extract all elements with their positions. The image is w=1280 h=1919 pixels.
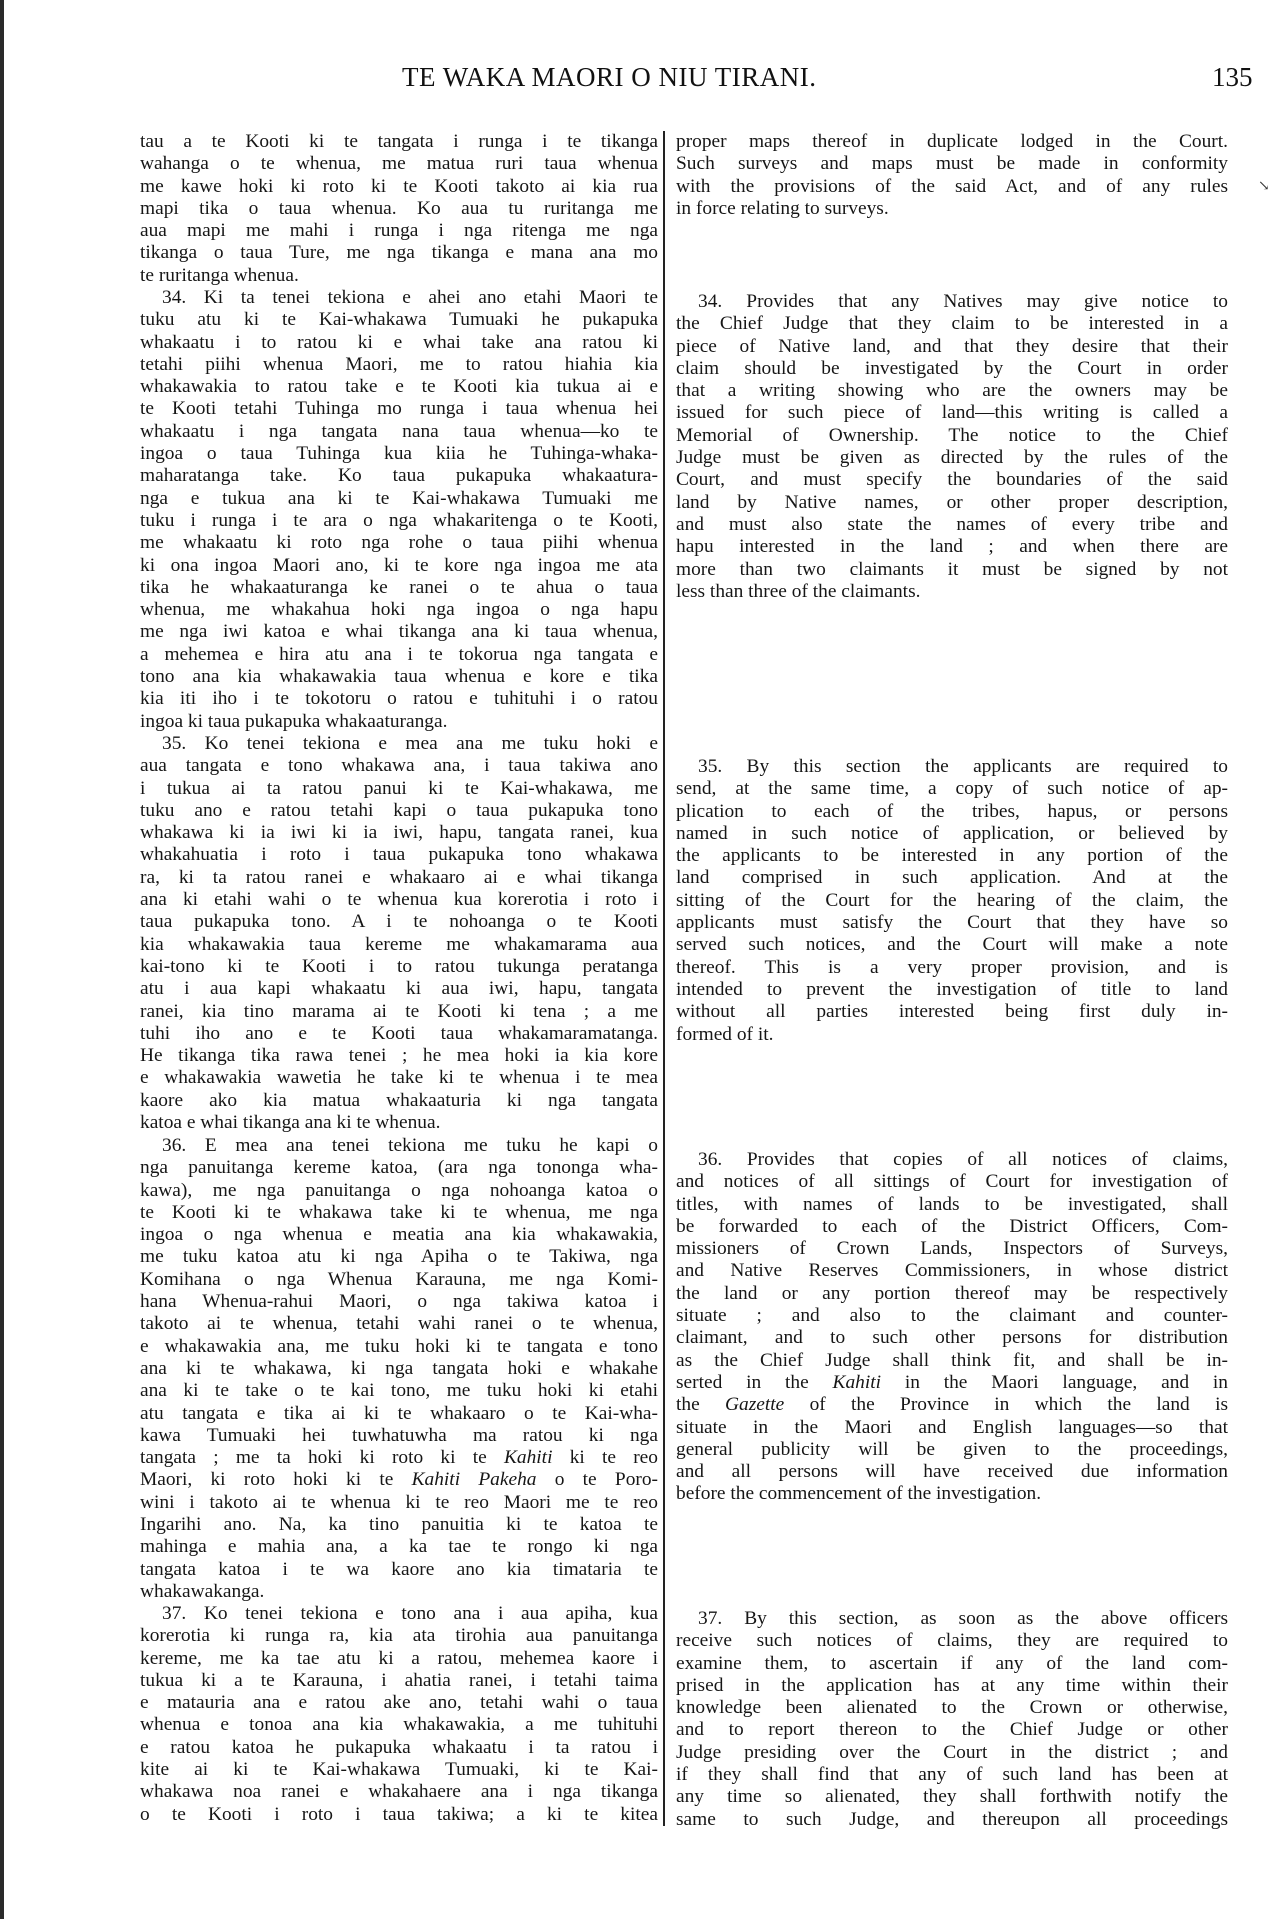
text-line: nga e tukua ana ki te Kai-whakawa Tumuaki me	[140, 487, 658, 509]
text-line: plication to each of the tribes, hapus, or persons	[676, 800, 1228, 822]
text-line: 35. By this section the applicants are required to	[698, 756, 1228, 777]
text-line: kawa), me nga panuitanga o nga nohoanga katoa o	[140, 1179, 658, 1201]
text-line: Komihana o nga Whenua Karauna, me nga Komi-	[140, 1268, 658, 1290]
text-line: tuhi iho ano e te Kooti taua whakamaramatanga.	[140, 1022, 658, 1044]
text-line: examine them, to ascertain if any of the land com-	[676, 1652, 1228, 1674]
text-line: tetahi piihi whenua Maori, me to ratou hiahia kia	[140, 353, 658, 375]
text-line: serted in the Kahiti in the Maori language, and in	[676, 1371, 1228, 1393]
text-line: less than three of the claimants.	[676, 580, 921, 602]
column-divider	[663, 131, 665, 1826]
maori-section-37	[140, 1603, 658, 1826]
english-section-34	[676, 291, 1228, 603]
text-line: in force relating to surveys.	[676, 197, 889, 219]
text-line: te Kooti ki te whakawa take ki te whenua, me nga	[140, 1201, 658, 1223]
text-line: whakawa ki ia iwi ki ia iwi, hapu, tangata ranei, kua	[140, 822, 658, 844]
text-line: me kawe hoki ki roto ki te Kooti takoto ai kia rua	[140, 175, 658, 197]
maori-section-35	[140, 733, 658, 1134]
text-line: 36. E mea ana tenei tekiona me tuku he kapi o	[162, 1135, 658, 1156]
maori-section-36	[140, 1135, 658, 1603]
text-line: tau a te Kooti ki te tangata i runga i te tikanga	[140, 131, 658, 152]
text-line: e ratou katoa he pukapuka whakaatu i ta ratou i	[140, 1736, 658, 1758]
italic-text: Kahiti	[503, 1447, 553, 1469]
text-line: ingoa o taua Tuhinga kua kiia he Tuhinga-whaka-	[140, 443, 658, 465]
text-line: maharatanga take. Ko taua pukapuka whakaatura-	[140, 465, 658, 487]
text-line: if they shall find that any of such land has been at	[676, 1764, 1228, 1786]
text-line: tangata katoa i te wa kaore ano kia timataria te	[140, 1558, 658, 1580]
text-line: Court, and must specify the boundaries of the said	[676, 469, 1228, 491]
text-line: and to report thereon to the Chief Judge or other	[676, 1719, 1228, 1741]
text-line: me nga iwi katoa e whai tikanga ana ki taua whenua,	[140, 621, 658, 643]
text-line: 37. Ko tenei tekiona e tono ana i aua apiha, kua	[162, 1603, 658, 1624]
text-line: atu tangata e tika ai ki te whakaaro o te Kai-wha-	[140, 1402, 658, 1424]
text-line: He tikanga tika rawa tenei ; he mea hoki ia kia kore	[140, 1045, 658, 1067]
text-line: applicants must satisfy the Court that they have so	[676, 912, 1228, 934]
text-line: tukua ki a te Karauna, i ahatia ranei, i tetahi taima	[140, 1669, 658, 1691]
text-line: te ruritanga whenua.	[140, 264, 299, 286]
text-line: mapi tika o taua whenua. Ko aua tu ruritanga me	[140, 197, 658, 219]
english-section-36	[676, 1149, 1228, 1506]
text-line: tikanga o taua Ture, me nga tikanga e mana ana mo	[140, 242, 658, 264]
text-line: and all persons will have received due information	[676, 1461, 1228, 1483]
text-line: whenua e tonoa ana kia whakawakia, a me tuhituhi	[140, 1714, 658, 1736]
text-line: titles, with names of lands to be investigated, shall	[676, 1193, 1228, 1215]
text-line: piece of Native land, and that they desire that their	[676, 335, 1228, 357]
text-line: thereof. This is a very proper provision, and is	[676, 956, 1228, 978]
text-line: tangata ; me ta hoki ki roto ki te Kahiti ki te reo	[140, 1447, 658, 1469]
text-line: the Gazette of the Province in which the land is	[676, 1394, 1228, 1416]
text-line: served such notices, and the Court will make a note	[676, 934, 1228, 956]
text-line: situate in the Maori and English languages—so that	[676, 1416, 1228, 1438]
text-line: same to such Judge, and thereupon all proceedings	[676, 1808, 1228, 1830]
text-line: ana ki te whakawa, ki nga tangata hoki e whakahe	[140, 1357, 658, 1379]
text-line: whakaatu i nga tangata nana taua whenua—ko te	[140, 420, 658, 442]
text-line: kereme, me ka tae atu ki a ratou, mehemea kaore i	[140, 1647, 658, 1669]
text-line: tuku ano e ratou tetahi kapi o taua pukapuka tono	[140, 799, 658, 821]
text-line: named in such notice of application, or believed by	[676, 822, 1228, 844]
text-line: ingoa o nga whenua e meatia ana kia whakawakia,	[140, 1224, 658, 1246]
text-line: kite ai ki te Kai-whakawa Tumuaki, ki te Kai-	[140, 1759, 658, 1781]
page-number: 135	[1212, 62, 1253, 92]
text-line: kia whakawakia taua kereme me whakamarama aua	[140, 933, 658, 955]
text-line: whakaatu i to ratou ki e whai take ana ratou ki	[140, 331, 658, 353]
text-line: 34. Ki ta tenei tekiona e ahei ano etahi Maori te	[162, 287, 658, 308]
text-line: aua tangata e tono whakawa ana, i taua takiwa ano	[140, 755, 658, 777]
text-line: before the commencement of the investigation.	[676, 1483, 1042, 1505]
text-line: send, at the same time, a copy of such notice of ap-	[676, 778, 1228, 800]
text-line: situate ; and also to the claimant and counter-	[676, 1305, 1228, 1327]
text-line: ranei, kia tino marama ai te Kooti ki tena ; a me	[140, 1000, 658, 1022]
text-line: e whakawakia ana, me tuku hoki ki te tangata e tono	[140, 1335, 658, 1357]
text-line: korerotia ki runga ra, kia ata tirohia aua panuitanga	[140, 1625, 658, 1647]
page-header	[0, 62, 1280, 102]
text-line: receive such notices of claims, they are required to	[676, 1630, 1228, 1652]
text-line: me tuku katoa atu ki nga Apiha o te Takiwa, nga	[140, 1246, 658, 1268]
text-line: missioners of Crown Lands, Inspectors of Surveys,	[676, 1238, 1228, 1260]
text-line: kia iti iho i te tokotoru o ratou e tuhituhi i o ratou	[140, 688, 658, 710]
text-line: claim should be investigated by the Court in order	[676, 357, 1228, 379]
text-line: taua pukapuka tono. A i te nohoanga o te Kooti	[140, 911, 658, 933]
text-line: tuku atu ki te Kai-whakawa Tumuaki he pukapuka	[140, 309, 658, 331]
text-line: hapu interested in the land ; and when there are	[676, 536, 1228, 558]
text-line: takoto ai te whenua, tetahi wahi ranei o te whenua,	[140, 1313, 658, 1335]
text-line: kaore ako kia matua whakaaturia ki nga tangata	[140, 1089, 658, 1111]
text-line: proper maps thereof in duplicate lodged in the Court.	[676, 131, 1228, 152]
text-line: issued for such piece of land—this writing is called a	[676, 402, 1228, 424]
margin-mark: ↘	[1258, 178, 1270, 194]
text-line: tono ana kia whakawakia taua whenua e kore e tika	[140, 666, 658, 688]
text-line: 35. Ko tenei tekiona e mea ana me tuku hoki e	[162, 733, 658, 754]
text-line: whakahuatia i roto i taua pukapuka tono whakawa	[140, 844, 658, 866]
maori-continuation	[140, 131, 658, 287]
text-line: more than two claimants it must be signed by not	[676, 558, 1228, 580]
english-section-37	[676, 1608, 1228, 1831]
italic-text: Kahiti	[832, 1371, 882, 1393]
text-line: o te Kooti i roto i taua takiwa; a ki te kitea	[140, 1803, 658, 1825]
text-line: ki ona ingoa Maori ano, ki te kore nga ingoa me ata	[140, 554, 658, 576]
text-line: tuku i runga i te ara o nga whakaritenga o te Kooti,	[140, 509, 658, 531]
text-line: formed of it.	[676, 1023, 774, 1045]
text-line: sitting of the Court for the hearing of the claim, the	[676, 889, 1228, 911]
text-line: knowledge been alienated to the Crown or otherwise,	[676, 1697, 1228, 1719]
maori-section-34	[140, 287, 658, 733]
text-line: hana Whenua-rahui Maori, o nga takiwa katoa i	[140, 1291, 658, 1313]
text-line: Ingarihi ano. Na, ka tino panuitia ki te katoa te	[140, 1514, 658, 1536]
text-line: 34. Provides that any Natives may give notice to	[698, 291, 1228, 312]
text-line: Memorial of Ownership. The notice to the Chief	[676, 424, 1228, 446]
text-line: land comprised in such application. And at the	[676, 867, 1228, 889]
text-line: claimant, and to such other persons for distribution	[676, 1327, 1228, 1349]
text-line: kai-tono ki te Kooti i to ratou tukunga peratanga	[140, 955, 658, 977]
italic-text: Kahiti Pakeha	[411, 1469, 537, 1491]
running-title: TE WAKA MAORI O NIU TIRANI.	[402, 62, 817, 92]
text-line: 36. Provides that copies of all notices of claims,	[698, 1149, 1228, 1170]
text-line: whenua, me whakahua hoki nga ingoa o nga hapu	[140, 599, 658, 621]
text-line: Judge must be given as directed by the rules of the	[676, 447, 1228, 469]
text-line: mahinga e mahia ana, a ka tae te rongo ki nga	[140, 1536, 658, 1558]
text-line: Maori, ki roto hoki ki te Kahiti Pakeha o te Poro-	[140, 1469, 658, 1491]
text-line: ana ki te take o te kai tono, me tuku hoki ki etahi	[140, 1380, 658, 1402]
text-line: katoa e whai tikanga ana ki te whenua.	[140, 1112, 441, 1134]
text-line: with the provisions of the said Act, and of any rules	[676, 175, 1228, 197]
text-line: aua mapi me mahi i runga i nga ritenga me nga	[140, 220, 658, 242]
text-line: the Chief Judge that they claim to be interested in a	[676, 313, 1228, 335]
scan-edge	[0, 0, 4, 1919]
text-line: Judge presiding over the Court in the district ; and	[676, 1741, 1228, 1763]
text-line: me whakaatu ki roto nga rohe o taua piihi whenua	[140, 532, 658, 554]
text-line: and must also state the names of every tribe and	[676, 513, 1228, 535]
text-line: ana ki etahi wahi o te whenua kua korerotia i roto i	[140, 889, 658, 911]
text-line: that a writing showing who are the owners may be	[676, 380, 1228, 402]
text-line: general publicity will be given to the proceedings,	[676, 1438, 1228, 1460]
text-line: kawa Tumuaki hei tuwhatuwha ma ratou ki nga	[140, 1424, 658, 1446]
text-line: ra, ki ta ratou ranei e whakaaro ai e whai tikanga	[140, 866, 658, 888]
text-line: land by Native names, or other proper description,	[676, 491, 1228, 513]
text-line: tika he whakaaturanga ke ranei o te ahua o taua	[140, 576, 658, 598]
text-line: e whakawakia wawetia he take ki te whenua i te mea	[140, 1067, 658, 1089]
text-line: prised in the application has at any time within their	[676, 1674, 1228, 1696]
text-line: whakawa noa ranei e whakahaere ana i nga tikanga	[140, 1781, 658, 1803]
text-line: Such surveys and maps must be made in conformity	[676, 153, 1228, 175]
text-line: as the Chief Judge shall think fit, and shall be in-	[676, 1349, 1228, 1371]
text-line: whakawakia to ratou take e te Kooti kia tukua ai e	[140, 376, 658, 398]
text-line: ingoa ki taua pukapuka whakaaturanga.	[140, 710, 448, 732]
text-line: the applicants to be interested in any portion of the	[676, 845, 1228, 867]
english-continuation	[676, 131, 1228, 220]
text-line: wahanga o te whenua, me matua ruri taua whenua	[140, 153, 658, 175]
text-line: and Native Reserves Commissioners, in whose district	[676, 1260, 1228, 1282]
text-line: the land or any portion thereof may be respectively	[676, 1282, 1228, 1304]
text-line: without all parties interested being first duly in-	[676, 1001, 1228, 1023]
text-line: be forwarded to each of the District Officers, Com-	[676, 1215, 1228, 1237]
text-line: a mehemea e hira atu ana i te tokorua nga tangata e	[140, 643, 658, 665]
english-section-35	[676, 756, 1228, 1046]
text-line: nga panuitanga kereme katoa, (ara nga tononga wha-	[140, 1157, 658, 1179]
text-line: any time so alienated, they shall forthwith notify the	[676, 1786, 1228, 1808]
text-line: and notices of all sittings of Court for investigation of	[676, 1171, 1228, 1193]
text-line: wini i takoto ai te whenua ki te reo Maori me te reo	[140, 1491, 658, 1513]
text-line: e matauria ana e ratou ake ano, tetahi wahi o taua	[140, 1692, 658, 1714]
text-line: i tukua ai ta ratou panui ki te Kai-whakawa, me	[140, 777, 658, 799]
text-line: te Kooti tetahi Tuhinga mo runga i taua whenua hei	[140, 398, 658, 420]
text-line: atu i aua kapi whakaatu ki aua iwi, hapu, tangata	[140, 978, 658, 1000]
text-line: intended to prevent the investigation of title to land	[676, 978, 1228, 1000]
text-line: 37. By this section, as soon as the above officers	[698, 1608, 1228, 1629]
italic-text: Gazette	[725, 1394, 785, 1416]
text-line: whakawakanga.	[140, 1580, 265, 1602]
